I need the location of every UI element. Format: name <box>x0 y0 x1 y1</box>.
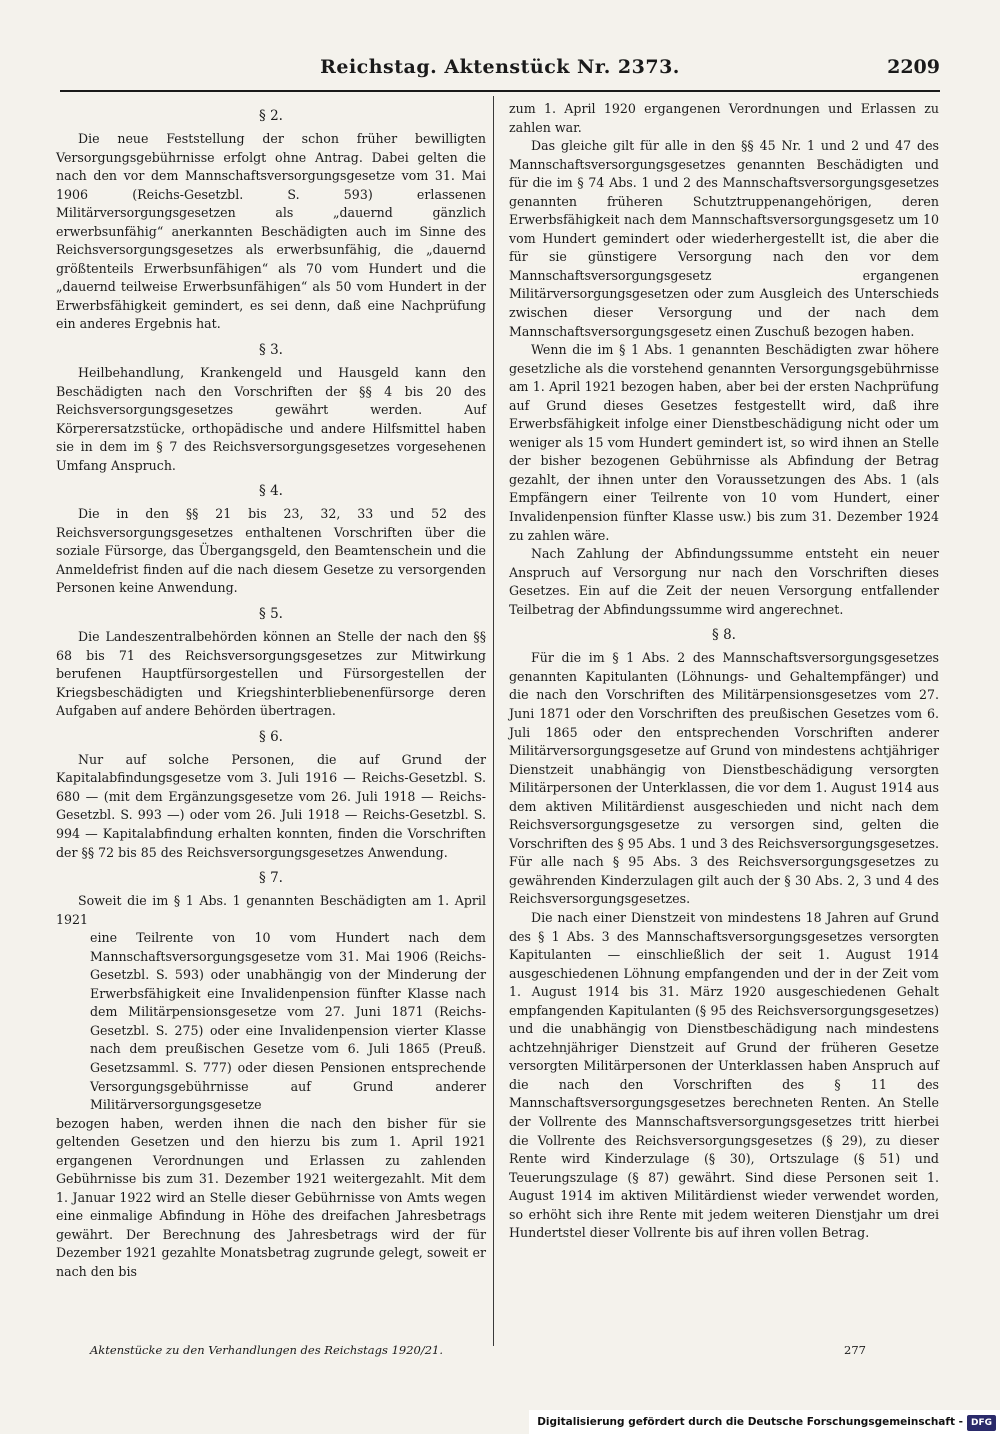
paragraph: Wenn die im § 1 Abs. 1 genannten Beschädigten zwar höhere gesetzliche als die vorstehend genannten Versorgungsgebührnisse am 1. April 1921 bezogen haben, aber bei der ersten Nachprüfung auf Grund dieses Gesetzes festgestellt wird, daß ihre Erwerbsfähigkeit infolge einer Dienstbeschädigung nicht oder um weniger als 15 vom Hundert gemindert ist, so wird ihnen an Stelle der bisher bezogenen Gebührnisse als Abfindung der Betrag gezahlt, der ihnen unter den Voraussetzungen des Abs. 1 (als Empfängern einer Teilrente von 10 vom Hundert, einer Invalidenpension fünfter Klasse usw.) bis zum 31. Dezember 1924 zu zahlen wäre. <box>509 342 939 543</box>
paragraph: Die neue Feststellung der schon früher bewilligten Versorgungsgebührnisse erfolgt ohne Antrag. Dabei gelten die nach den vor dem Mannschaftsversorgungsgesetze vom 31. Mai 1906 (Reichs-Gesetzbl. S. 593) erlassenen Militärversorgungsgesetzen als „dauernd gänzlich erwerbsunfähig“ anerkannten Beschädigten auch im Sinne des Reichsversorgungsgesetzes als erwerbsunfähig, die „dauernd größtenteils Erwerbsunfähigen“ als 70 vom Hundert und die „dauernd teilweise Erwerbsunfähigen“ als 50 vom Hundert in der Erwerbsfähigkeit gemindert, es sei denn, daß eine Nachprüfung ein anderes Ergebnis hat. <box>56 131 486 332</box>
section-heading: § 2. <box>259 108 283 124</box>
paragraph: Für die im § 1 Abs. 2 des Mannschaftsversorgungsgesetzes genannten Kapitulanten (Löhnungs- und Gehaltempfänger) und die nach den Vorschriften des Militärpensionsgesetzes vom 27. Juni 1871 oder den Vorschriften des preußischen Gesetzes vom 6. Juli 1865 oder den entsprechenden Vorschriften anderer Militärversorgungsgesetze auf Grund von mindestens achtjähriger Dienstzeit unabhängig von Dienstbeschädigung versorgten Militärpersonen der Unterklassen, die vor dem 1. August 1914 aus dem aktiven Militärdienst ausgeschieden und nicht nach dem Reichsversorgungsgesetze zu versorgen sind, gelten die Vorschriften des § 95 Abs. 1 und 3 des Reichsversorgungsgesetzes. Für alle nach § 95 Abs. 3 des Reichsversorgungsgesetzes zu gewährenden Kinderzulagen gilt auch der § 30 Abs. 2, 3 und 4 des Reichsversorgungsgesetzes. <box>509 650 939 907</box>
page-header <box>60 50 940 92</box>
paragraph: Die Landeszentralbehörden können an Stelle der nach den §§ 68 bis 71 des Reichsversorgungsgesetzes zur Mitwirkung berufenen Hauptfürsorgestellen und Fürsorgestellen der Kriegsbeschädigten und Kriegshinterbliebenenfürsorge deren Aufgaben auf andere Behörden übertragen. <box>56 629 486 719</box>
dfg-logo-icon: DFG <box>967 1415 996 1431</box>
left-column <box>56 100 486 1340</box>
paragraph: eine Teilrente von 10 vom Hundert nach dem Mannschaftsversorgungsgesetze vom 31. Mai 1906 (Reichs-Gesetzbl. S. 593) oder unabhängig von der Minderung der Erwerbsfähigkeit eine Invalidenpension fünfter Klasse nach dem Militärpensionsgesetze vom 27. Juni 1871 (Reichs-Gesetzbl. S. 275) oder eine Invalidenpension vierter Klasse nach dem preußischen Gesetze vom 6. Juli 1865 (Preuß. Gesetzsamml. S. 777) oder diesen Pensionen entsprechende Versorgungsgebührnisse auf Grund anderer Militärversorgungsgesetze <box>90 930 486 1113</box>
section-heading: § 6. <box>259 728 283 745</box>
paragraph: zum 1. April 1920 ergangenen Verordnungen und Erlassen zu zahlen war. <box>509 101 939 135</box>
paragraph: Das gleiche gilt für alle in den §§ 45 Nr. 1 und 2 und 47 des Mannschaftsversorgungsgesetzes genannten Beschädigten und für die im § 74 Abs. 1 und 2 des Mannschaftsversorgungsgesetzes genannten früheren Schutztruppenangehörigen, deren Erwerbsfähigkeit nach dem Mannschaftsversorgungsgesetz um 10 vom Hundert gemindert oder wiederhergestellt ist, die aber die für sie günstigere Versorgung nach den vor dem Mannschaftsversorgungsgesetz ergangenen Militärversorgungsgesetzen oder zum Ausgleich des Unterschieds zwischen dieser Versorgung und der nach dem Mannschaftsversorgungsgesetz einen Zuschuß bezogen haben. <box>509 138 939 339</box>
paragraph: Die nach einer Dienstzeit von mindestens 18 Jahren auf Grund des § 1 Abs. 3 des Mannschaftsversorgungsgesetzes versorgten Kapitulanten — einschließlich der seit 1. August 1914 ausgeschiedenen Löhnung empfangenden und der in der Zeit vom 1. August 1914 bis 31. März 1920 ausgeschiedenen Gehalt empfangenden Kapitulanten (§ 95 des Reichsversorgungsgesetzes) und die unabhängig von Dienstbeschädigung nach mindestens achtzehnjähriger Dienstzeit auf Grund der früheren Gesetze versorgten Militärpersonen der Unterklassen haben Anspruch auf die nach den Vorschriften des § 11 des Mannschaftsversorgungsgesetzes berechneten Renten. An Stelle der Vollrente des Mannschaftsversorgungsgesetzes tritt hierbei die Vollrente des Reichsversorgungsgesetzes (§ 29), zu dieser Rente wird Kinderzulage (§ 30), Ortszulage (§ 51) und Teuerungszulage (§ 87) gewährt. Sind diese Personen seit 1. August 1914 im aktiven Militärdienst wieder verwendet worden, so erhöht sich ihre Rente mit jedem weiteren Dienstjahr um drei Hundertstel dieser Vollrente bis auf ihren vollen Betrag. <box>509 909 939 1241</box>
paragraph: Die in den §§ 21 bis 23, 32, 33 und 52 des Reichsversorgungsgesetzes enthaltenen Vorschriften über die soziale Fürsorge, das Übergangsgeld, den Beamtenschein und die Anmeldefrist finden auf die nach diesem Gesetze zu versorgenden Personen keine Anwendung. <box>56 506 486 596</box>
header-title: Reichstag. Aktenstück Nr. 2373. <box>320 56 680 78</box>
right-column <box>509 100 939 1340</box>
paragraph: Nur auf solche Personen, die auf Grund der Kapitalabfindungsgesetze vom 3. Juli 1916 — Reichs-Gesetzbl. S. 680 — (mit dem Ergänzungsgesetze vom 26. Juli 1918 — Reichs-Gesetzbl. S. 993 —) oder vom 26. Juli 1918 — Reichs-Gesetzbl. S. 994 — Kapitalabfindung erhalten konnten, finden die Vorschriften der §§ 72 bis 85 des Reichsversorgungsgesetzes Anwendung. <box>56 751 486 860</box>
paragraph: Heilbehandlung, Krankengeld und Hausgeld kann den Beschädigten nach den Vorschriften der §§ 4 bis 20 des Reichsversorgungsgesetzes gewährt werden. Auf Körperersatzstücke, orthopädische und andere Hilfsmittel haben sie in dem im § 7 des Reichsversorgungsgesetzes vorgesehenen Umfang Anspruch. <box>56 365 486 473</box>
credit-text: Digitalisierung gefördert durch die Deutsche Forschungsgemeinschaft - <box>537 1416 963 1428</box>
digitization-credit <box>529 1410 1000 1434</box>
section-heading: § 3. <box>259 342 283 359</box>
header-page-number: 2209 <box>887 56 940 78</box>
footer-source: Aktenstücke zu den Verhandlungen des Reichstags 1920/21. <box>90 1343 444 1357</box>
paragraph: Nach Zahlung der Abfindungssumme entsteht ein neuer Anspruch auf Versorgung nur nach den Vorschriften dieses Gesetzes. Ein auf die Zeit der neuen Versorgung entfallender Teilbetrag der Abfindungssumme wird angerechnet. <box>509 546 939 617</box>
section-heading: § 4. <box>259 483 283 500</box>
footer-page-number: 277 <box>844 1343 866 1357</box>
indented-clause <box>56 929 486 1114</box>
column-divider <box>493 96 494 1346</box>
paragraph: bezogen haben, werden ihnen die nach den bisher für sie geltenden Gesetzen und den hierzu bis zum 1. April 1921 ergangenen Verordnungen und Erlassen zu zahlenden Gebührnisse bis zum 31. Dezember 1921 weitergezahlt. Mit dem 1. Januar 1922 wird an Stelle dieser Gebührnisse von Amts wegen eine einmalige Abfindung in Höhe des dreifachen Jahresbetrags gewährt. Der Berechnung des Jahresbetrags wird der für Dezember 1921 gezahlte Monatsbetrag zugrunde gelegt, soweit er nach den bis <box>56 1115 486 1279</box>
section-heading: § 7. <box>259 870 283 887</box>
section-heading: § 8. <box>712 627 736 644</box>
paragraph: Soweit die im § 1 Abs. 1 genannten Beschädigten am 1. April 1921 <box>56 893 486 927</box>
section-heading: § 5. <box>259 606 283 623</box>
